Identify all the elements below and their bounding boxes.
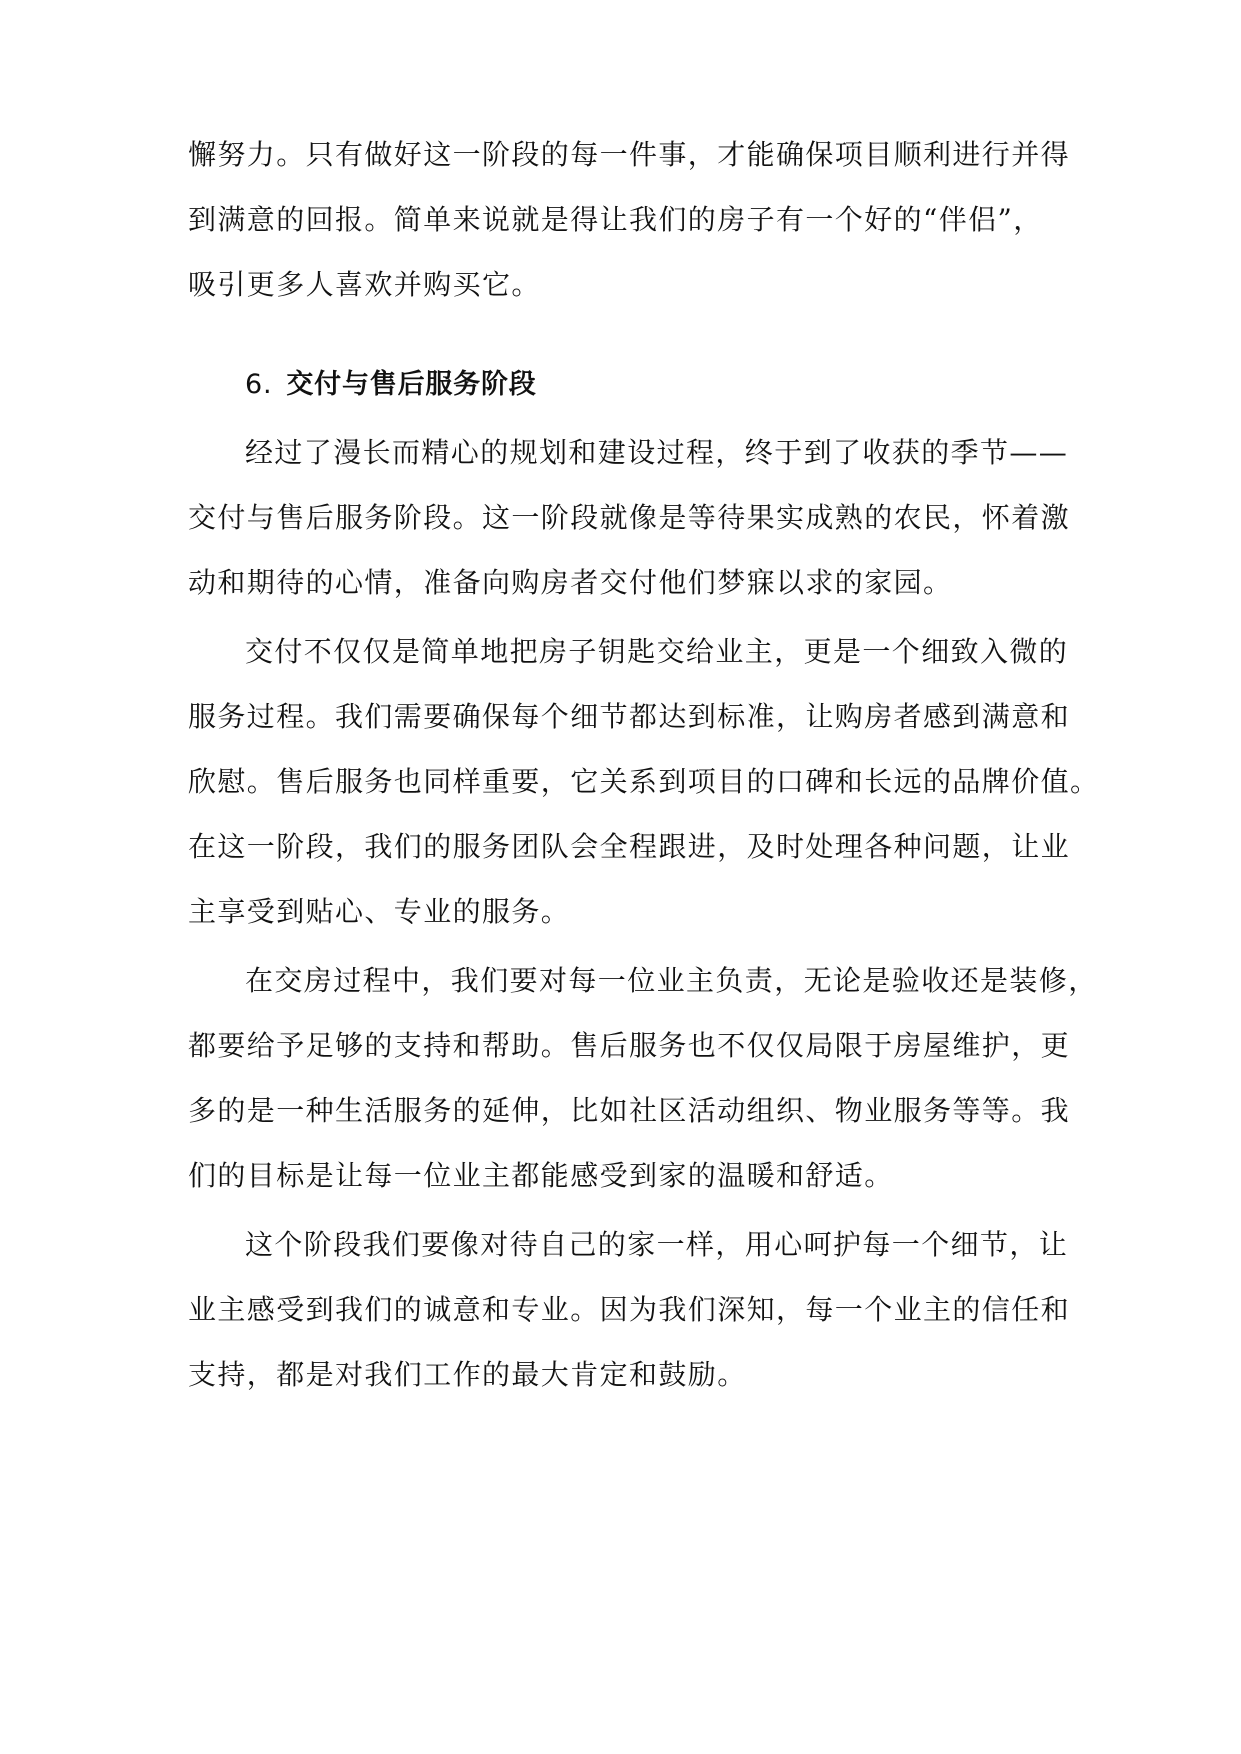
text-line: 欣慰。售后服务也同样重要，它关系到项目的口碑和长远的品牌价值。: [188, 765, 1100, 798]
text-line: 服务过程。我们需要确保每个细节都达到标准，让购房者感到满意和: [188, 700, 1071, 733]
text-line: 支持，都是对我们工作的最大肯定和鼓励。: [188, 1358, 747, 1391]
paragraph-first-line: 这个阶段我们要像对待自己的家一样，用心呵护每一个细节，让: [245, 1228, 1069, 1261]
section-heading: [245, 365, 1053, 405]
text-line: 多的是一种生活服务的延伸，比如社区活动组织、物业服务等等。我: [188, 1094, 1071, 1127]
text-line: 在这一阶段，我们的服务团队会全程跟进，及时处理各种问题，让业: [188, 830, 1071, 863]
text-line: 主享受到贴心、专业的服务。: [188, 895, 571, 928]
text-line: 们的目标是让每一位业主都能感受到家的温暖和舒适。: [188, 1159, 894, 1192]
paragraph-first-line: 在交房过程中，我们要对每一位业主负责，无论是验收还是装修，: [245, 964, 1098, 997]
text-line: 动和期待的心情，准备向购房者交付他们梦寐以求的家园。: [188, 566, 953, 599]
text-line: 吸引更多人喜欢并购买它。: [188, 268, 541, 301]
paragraph-first-line: 经过了漫长而精心的规划和建设过程，终于到了收获的季节——: [245, 436, 1069, 469]
text-line: 交付与售后服务阶段。这一阶段就像是等待果实成熟的农民，怀着激: [188, 501, 1071, 534]
paragraph-first-line: 交付不仅仅是简单地把房子钥匙交给业主，更是一个细致入微的: [245, 635, 1069, 668]
section-number: 6.: [245, 369, 273, 400]
text-line: 懈努力。只有做好这一阶段的每一件事，才能确保项目顺利进行并得: [188, 138, 1071, 171]
section-title: 交付与售后服务阶段: [286, 369, 537, 400]
text-line: 都要给予足够的支持和帮助。售后服务也不仅仅局限于房屋维护，更: [188, 1029, 1071, 1062]
text-line: 业主感受到我们的诚意和专业。因为我们深知，每一个业主的信任和: [188, 1293, 1071, 1326]
text-line: 到满意的回报。简单来说就是得让我们的房子有一个好的“伴侣”，: [188, 203, 1043, 236]
